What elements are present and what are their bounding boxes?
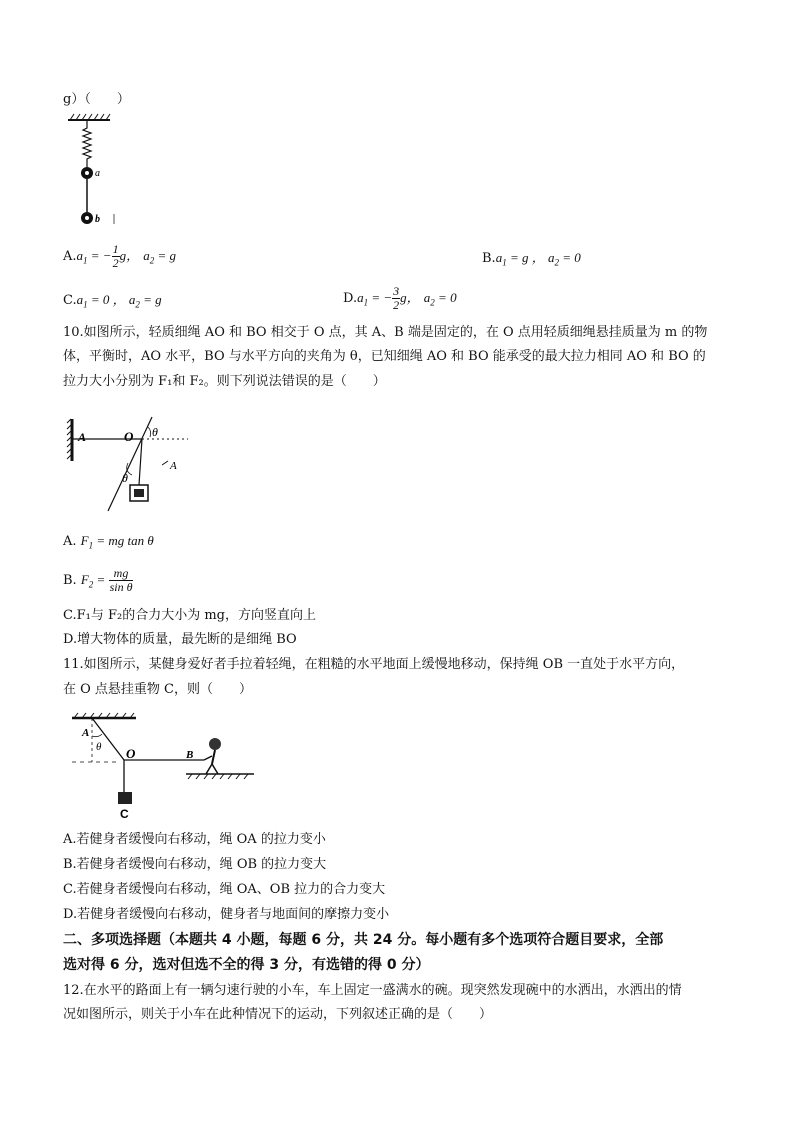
equals: = − bbox=[87, 248, 112, 263]
q9-option-a[interactable] bbox=[63, 243, 176, 270]
q11-option-d[interactable]: D.若健身者缓慢向右移动，健身者与地面间的摩擦力变小 bbox=[63, 907, 390, 922]
fraction bbox=[112, 243, 120, 270]
option-letter: B. bbox=[482, 251, 496, 266]
q11-label-b: B bbox=[186, 749, 194, 761]
var-a2: a bbox=[547, 250, 555, 265]
sub-1: 1 bbox=[363, 297, 369, 308]
q10-option-c[interactable]: C.F₁与 F₂的合力大小为 mg，方向竖直向上 bbox=[63, 608, 316, 623]
equals: = bbox=[93, 572, 109, 587]
q10-label-a: A bbox=[78, 430, 87, 444]
q11-label-c: C bbox=[120, 807, 129, 820]
option-letter: D. bbox=[343, 291, 358, 306]
q11-label-o: O bbox=[126, 746, 136, 761]
q9-option-c[interactable] bbox=[63, 289, 162, 310]
q9-option-b[interactable] bbox=[482, 247, 581, 268]
option-letter: C. bbox=[63, 293, 77, 308]
sub-2: 2 bbox=[430, 297, 435, 308]
q11-option-b[interactable]: B.若健身者缓慢向右移动，绳 OB 的拉力变大 bbox=[63, 857, 327, 872]
q10-label-theta2: θ bbox=[122, 471, 128, 485]
q10-label-theta1: θ bbox=[152, 425, 158, 439]
fraction bbox=[392, 285, 400, 312]
var-a1: a bbox=[357, 290, 364, 305]
q10-label-arrow: A bbox=[170, 460, 177, 472]
fraction bbox=[109, 567, 134, 594]
option-letter: A. bbox=[63, 249, 77, 264]
rhs: = mg tan θ bbox=[93, 533, 154, 548]
q9-label-b: b bbox=[95, 214, 100, 225]
q10-stem-line2: 体，平衡时，AO 水平，BO 与水平方向的夹角为 θ，已知细绳 AO 和 BO 能承受的最大拉力相同 AO 和 BO 的 bbox=[63, 349, 706, 364]
sub-1: 1 bbox=[502, 257, 507, 268]
tail2: = g bbox=[154, 248, 177, 263]
tail: g， bbox=[400, 290, 420, 305]
numerator: mg bbox=[109, 567, 134, 581]
var-a2: a bbox=[423, 290, 431, 305]
tail: g， bbox=[119, 248, 140, 263]
var-f2: F bbox=[80, 572, 89, 587]
q10-option-d[interactable]: D.增大物体的质量，最先断的是细绳 BO bbox=[63, 632, 297, 647]
sub-2: 2 bbox=[149, 255, 155, 266]
denominator: 2 bbox=[112, 256, 119, 270]
q9-stem-tail: g）（ ） bbox=[63, 92, 130, 107]
q11-stem-line2: 在 O 点悬挂重物 C，则（ ） bbox=[63, 682, 253, 697]
q10-stem-line3: 拉力大小分别为 F₁和 F₂。则下列说法错误的是（ ） bbox=[63, 374, 386, 389]
denominator: sin θ bbox=[109, 580, 133, 594]
var-a2: a bbox=[143, 248, 150, 263]
q9-label-a: a bbox=[95, 168, 100, 179]
q11-option-a[interactable]: A.若健身者缓慢向右移动，绳 OA 的拉力变小 bbox=[63, 832, 326, 847]
denominator: 2 bbox=[393, 298, 400, 312]
var-a1: a bbox=[495, 250, 503, 265]
q11-fitness-figure bbox=[66, 712, 256, 820]
var-a1: a bbox=[76, 248, 84, 263]
sub-2: 2 bbox=[135, 299, 140, 310]
sub-1: 1 bbox=[83, 299, 88, 310]
sub-2: 2 bbox=[554, 257, 559, 268]
mid: = 0 ， bbox=[87, 292, 129, 307]
tail: = g bbox=[139, 292, 162, 307]
numerator: 1 bbox=[112, 242, 119, 256]
sub-1: 1 bbox=[88, 540, 94, 551]
q11-option-c[interactable]: C.若健身者缓慢向右移动，绳 OA、OB 拉力的合力变大 bbox=[63, 882, 386, 897]
q10-rope-figure bbox=[66, 415, 196, 515]
equals: = − bbox=[368, 290, 393, 305]
tail: = 0 bbox=[558, 250, 581, 265]
q10-option-a[interactable] bbox=[63, 533, 154, 551]
q11-label-a: A bbox=[82, 727, 90, 739]
var-a1: a bbox=[76, 292, 84, 307]
tail2: = 0 bbox=[434, 290, 457, 305]
sub-1: 1 bbox=[83, 255, 88, 266]
q10-label-o: O bbox=[124, 429, 134, 444]
var-a2: a bbox=[128, 292, 136, 307]
q10-stem-line1: 10.如图所示，轻质细绳 AO 和 BO 相交于 O 点，其 A、B 端是固定的，在 O 点用轻质细绳悬挂质量为 m 的物 bbox=[63, 325, 708, 340]
option-letter: B. bbox=[63, 573, 77, 588]
q9-spring-figure bbox=[60, 112, 130, 230]
numerator: 3 bbox=[393, 284, 400, 298]
q12-stem-line1: 12.在水平的路面上有一辆匀速行驶的小车，车上固定一盛满水的碗。现突然发现碗中的水洒出，水洒出的情 bbox=[63, 983, 682, 998]
sub-2: 2 bbox=[88, 579, 94, 590]
section2-heading-line1: 二、多项选择题（本题共 4 小题，每题 6 分，共 24 分。每小题有多个选项符合题目要求，全部 bbox=[63, 932, 664, 948]
section2-heading-line2: 选对得 6 分，选对但选不全的得 3 分，有选错的得 0 分） bbox=[63, 957, 430, 973]
option-letter: A. bbox=[63, 534, 77, 549]
q11-stem-line1: 11.如图所示，某健身爱好者手拉着轻绳，在粗糙的水平地面上缓慢地移动，保持绳 OB 一直处于水平方向， bbox=[63, 657, 685, 672]
var-f1: F bbox=[80, 533, 89, 548]
mid: = g ， bbox=[506, 250, 548, 265]
q12-stem-line2: 况如图所示，则关于小车在此种情况下的运动，下列叙述正确的是（ ） bbox=[63, 1007, 493, 1022]
q11-label-theta: θ bbox=[96, 741, 102, 753]
q9-option-d[interactable] bbox=[343, 285, 457, 312]
q10-option-b[interactable] bbox=[63, 567, 133, 594]
